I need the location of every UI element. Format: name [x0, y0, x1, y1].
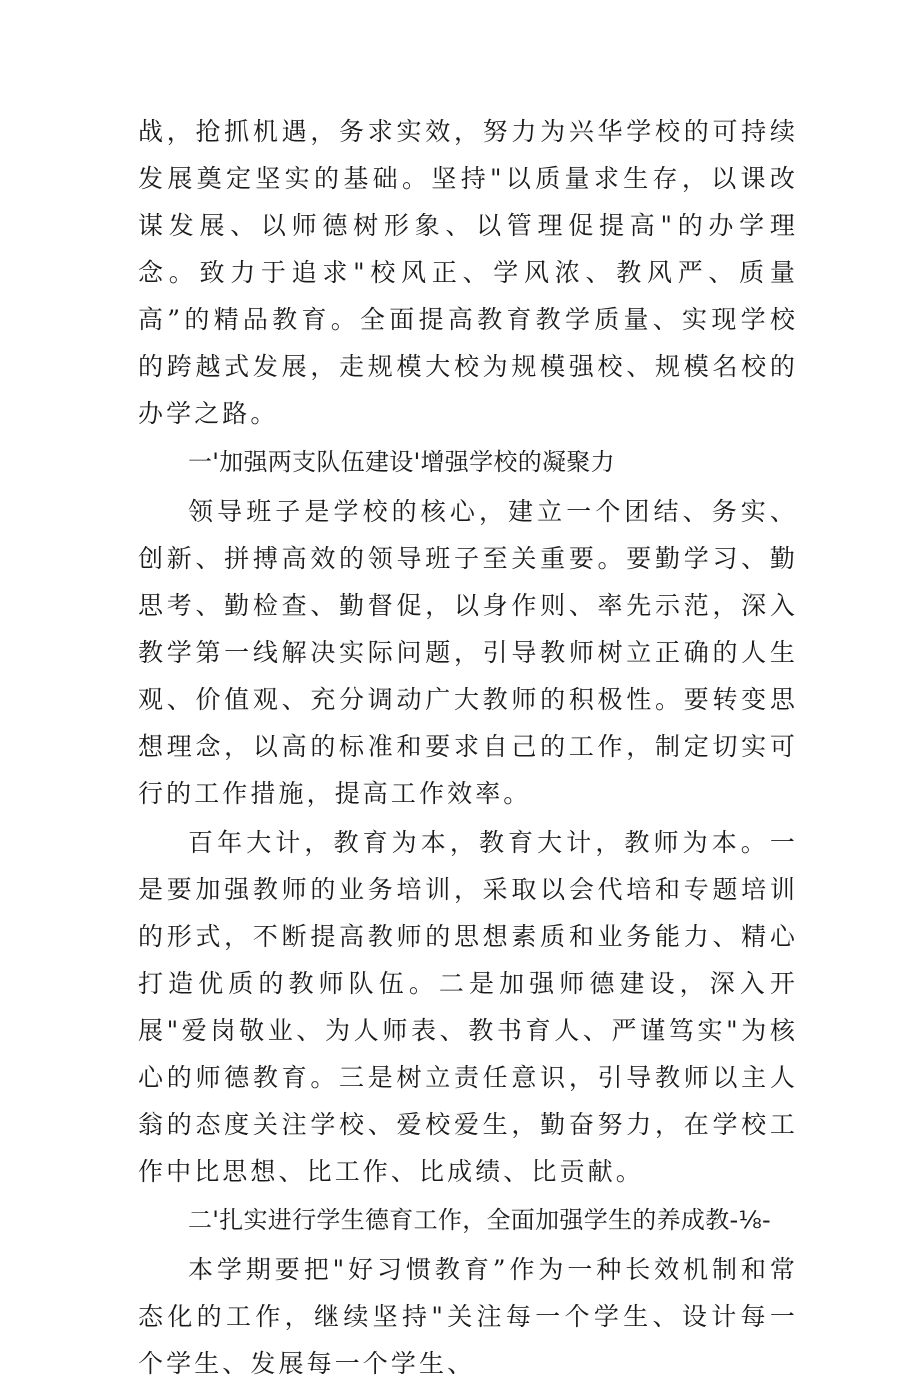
paragraph-intro: 战，抢抓机遇，务求实效，努力为兴华学校的可持续发展奠定坚实的基础。坚持"以质量求生存，以课改谋发展、以师德树形象、以管理促提高"的办学理念。致力于追求"校风正、学风浓、教风严、质量高”的精品教育。全面提高教育教学质量、实现学校的跨越式发展，走规模大校为规模强校、规模名校的办学之路。	[138, 117, 798, 428]
document-body	[138, 108, 798, 1387]
section-heading-1: 一'加强两支队伍建设'增强学校的凝聚力	[188, 448, 615, 476]
paragraph-leadership: 领导班子是学校的核心，建立一个团结、务实、创新、拼搏高效的领导班子至关重要。要勤学习、勤思考、勤检查、勤督促，以身作则、率先示范，深入教学第一线解决实际问题，引导教师树立正确的人生观、价值观、充分调动广大教师的积极性。要转变思想理念，以高的标准和要求自己的工作，制定切实可行的工作措施，提高工作效率。	[138, 497, 798, 808]
paragraph-teachers: 百年大计，教育为本，教育大计，教师为本。一是要加强教师的业务培训，采取以会代培和专题培训的形式，不断提高教师的思想素质和业务能力、精心打造优质的教师队伍。二是加强师德建设，深入开展"爱岗敬业、为人师表、教书育人、严谨笃实"为核心的师德教育。三是树立责任意识，引导教师以主人翁的态度关注学校、爱校爱生，勤奋努力，在学校工作中比思想、比工作、比成绩、比贡献。	[138, 828, 798, 1186]
paragraph-habits: 本学期要把"好习惯教育”作为一种长效机制和常态化的工作，继续坚持"关注每一个学生、设计每一个学生、发展每一个学生、	[138, 1255, 798, 1378]
section-heading-2: 二'扎实进行学生德育工作，全面加强学生的养成教-⅛-	[188, 1206, 771, 1234]
